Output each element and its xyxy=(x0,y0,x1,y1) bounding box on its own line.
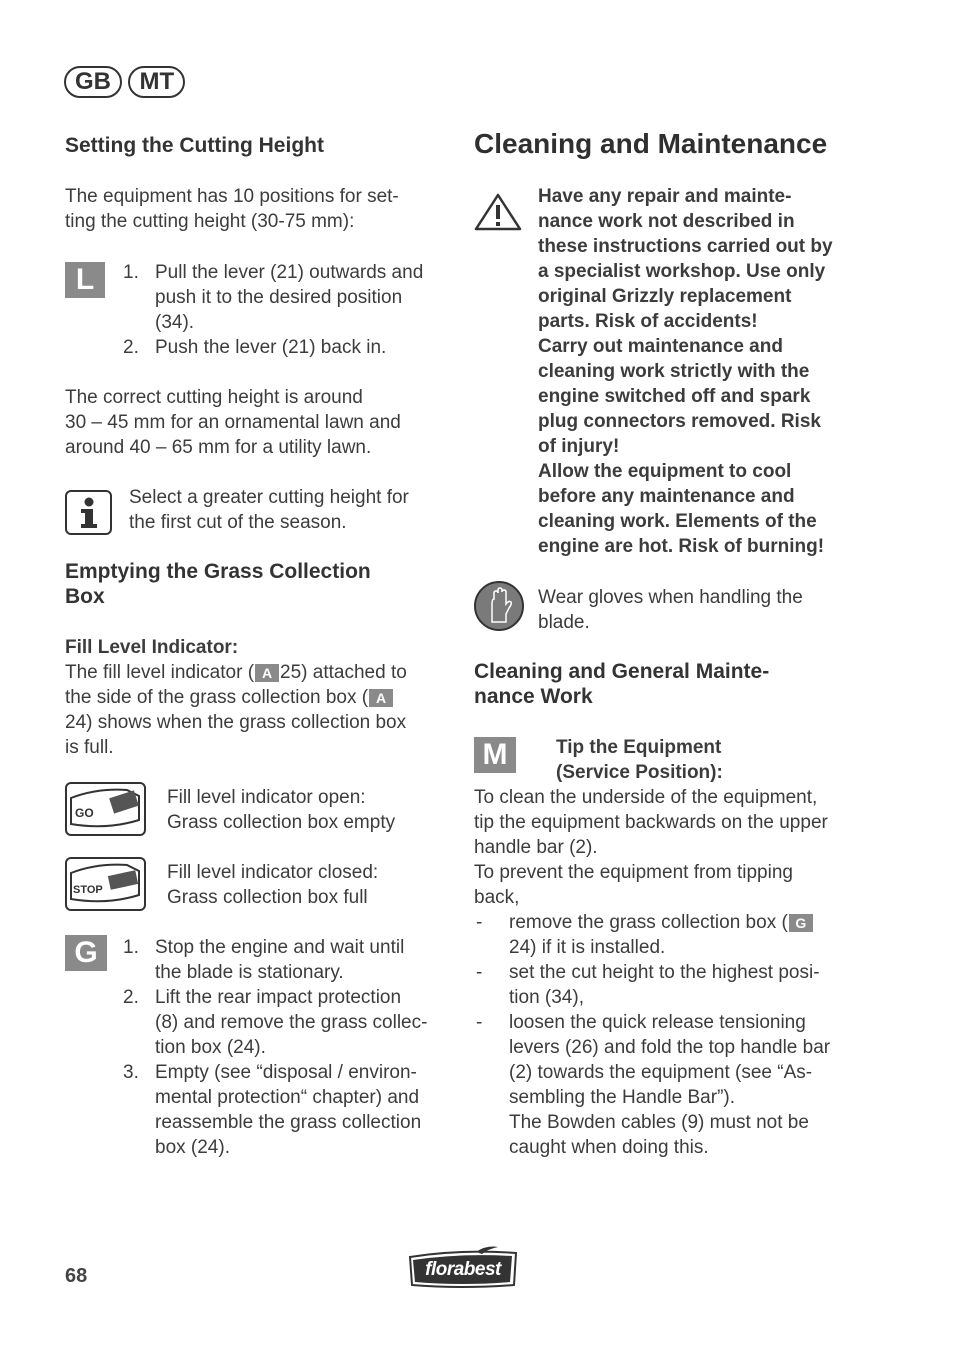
go-indicator-text: Fill level indicator open: Grass collection box empty xyxy=(167,787,396,833)
fill-level-paragraph: The fill level indicator ( A 25) attached to the side of the grass collection box ( A 24) shows when the grass collection box is full. xyxy=(65,662,407,758)
figure-ref-g: G xyxy=(789,914,813,932)
cutting-steps xyxy=(65,260,465,360)
stop-indicator-icon xyxy=(65,857,146,911)
lang-tag-gb: GB xyxy=(64,66,122,98)
gloves-icon xyxy=(474,580,524,632)
cutting-correct-text: The correct cutting height is around 30 – 45 mm for an ornamental lawn and around 40 – 65 mm for a utility lawn. xyxy=(65,387,401,458)
list-item: - loosen the quick release tensioning levers (26) and fold the top handle bar (2) towards the equipment (see “As- sembling the Handle Bar”). The Bowden cables (9) must not be caught when doing this. xyxy=(474,1010,874,1160)
cutting-intro: The equipment has 10 positions for set- ting the cutting height (30-75 mm): xyxy=(65,186,399,232)
gloves-text: Wear gloves when handling the blade. xyxy=(538,587,803,633)
go-label: GO xyxy=(75,806,94,820)
warning-text: Have any repair and mainte- nance work not described in these instructions carried out by a specialist workshop. Use only original Grizzly replacement parts. Risk of accidents! Carry out maintenance and cleaning work strictly with the engine switched off and spark plug connectors removed. Risk of injury! Allow the equipment to cool before any maintenance and cleaning work. Elements of the engine are hot. Risk of burning! xyxy=(538,186,833,557)
figure-ref-a: A xyxy=(369,689,393,707)
info-icon xyxy=(65,490,112,535)
info-text: Select a greater cutting height for the first cut of the season. xyxy=(129,487,409,533)
lang-tag-mt: MT xyxy=(128,66,185,98)
tip-intro: To clean the underside of the equipment, tip the equipment backwards on the upper handle bar (2). To prevent the equipment from tipping back, xyxy=(474,787,828,908)
page-number: 68 xyxy=(65,1265,88,1287)
language-tags xyxy=(64,66,185,98)
fill-level-heading: Fill Level Indicator: xyxy=(65,637,239,658)
brand-logo xyxy=(406,1245,520,1289)
empty-box-title: Emptying the Grass Collection Box xyxy=(65,560,371,608)
brand-name: florabest xyxy=(425,1259,501,1280)
tip-steps xyxy=(474,910,874,1160)
stop-label: STOP xyxy=(73,884,103,896)
figure-ref-g: G xyxy=(65,935,107,971)
list-item: 2. Push the lever (21) back in. xyxy=(123,337,387,358)
list-item: - remove the grass collection box ( G 24) if it is installed. xyxy=(474,910,874,960)
list-item: 2. Lift the rear impact protection (8) and remove the grass collec- tion box (24). xyxy=(123,987,428,1058)
list-item: - set the cut height to the highest posi- tion (34), xyxy=(474,960,874,1010)
general-maintenance-title: Cleaning and General Mainte- nance Work xyxy=(474,660,770,708)
warning-icon xyxy=(474,192,522,232)
list-item: 1. Pull the lever (21) outwards and push it to the desired position (34). xyxy=(123,262,424,333)
stop-indicator-text: Fill level indicator closed: Grass collection box full xyxy=(167,862,379,908)
figure-ref-m: M xyxy=(474,737,516,773)
list-item: 1. Stop the engine and wait until the blade is stationary. xyxy=(123,937,405,983)
list-item: 3. Empty (see “disposal / environ- mental protection“ chapter) and reassemble the grass collection box (24). xyxy=(123,1062,422,1158)
empty-steps xyxy=(65,935,465,1160)
figure-ref-l: L xyxy=(65,262,105,298)
tip-heading: Tip the Equipment (Service Position): xyxy=(556,737,723,783)
main-title: Cleaning and Maintenance xyxy=(474,128,828,159)
go-indicator-icon xyxy=(65,782,146,836)
figure-ref-a: A xyxy=(255,664,279,682)
cutting-height-title: Setting the Cutting Height xyxy=(65,134,324,157)
